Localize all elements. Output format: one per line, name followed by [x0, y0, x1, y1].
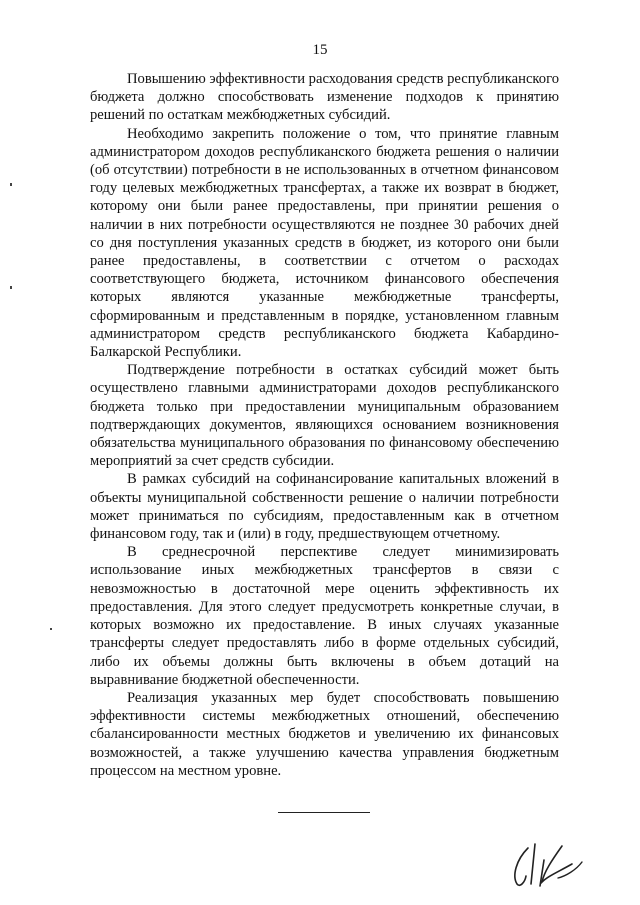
- paragraph-6: Реализация указанных мер будет способствовать повышению эффективности системы межбюджетных отношений, обеспечению сбалансированности местных бюджетов и увеличению их финансовых возможностей, а также улучшению качества управления бюджетным процессом на местном уровне.: [90, 689, 559, 779]
- paragraph-5: В среднесрочной перспективе следует минимизировать использование иных межбюджетных трансфертов в связи с невозможностью в достаточной мере оценить эффективность их предоставления. Для этого следует предусмотреть конкретные случаи, в которых возможно их предоставление. В иных случаях указанные трансферты следует предоставлять либо в форме отдельных субсидий, либо их объемы должны быть включены в объем дотаций на выравнивание бюджетной обеспеченности.: [90, 544, 559, 688]
- scan-speck: [10, 183, 12, 186]
- closing-divider: [278, 812, 370, 813]
- paragraph-2: Необходимо закрепить положение о том, что принятие главным администратором доходов республиканского бюджета решения о наличии (об отсутствии) потребности в не использованных в отчетном финансовом году целевых межбюджетных трансфертах, а также их возврат в бюджет, которому они были ранее предоставлены, при принятии решения о наличии в них потребности осуществляются не позднее 30 рабочих дней со дня поступления указанных средств в бюджет, из которого они были ранее предоставлены, в соответствии с отчетом о расходах соответствующего бюджета, источником финансового обеспечения которых являются указанные межбюджетные трансферты, сформированным и представленным в порядке, установленном главным администратором средств республиканского бюджета Кабардино-Балкарской Республики.: [90, 125, 559, 361]
- document-body: [90, 70, 559, 780]
- page-number: 15: [312, 42, 328, 58]
- handwritten-signature: [500, 832, 600, 892]
- scan-speck: [10, 286, 12, 289]
- paragraph-3: Подтверждение потребности в остатках субсидий может быть осуществлено главными администраторами доходов республиканского бюджета только при предоставлении муниципальным образованием подтверждающих документов, являющихся основанием возникновения обязательства муниципального образования по финансовому обеспечению мероприятий за счет средств субсидии.: [90, 362, 559, 470]
- scan-speck: [50, 628, 52, 630]
- paragraph-4: В рамках субсидий на софинансирование капитальных вложений в объекты муниципальной собственности решение о наличии потребности может приниматься по субсидиям, предоставленным как в отчетном финансовом году, так и (или) в году, предшествующем отчетному.: [90, 471, 559, 543]
- paragraph-1: Повышению эффективности расходования средств республиканского бюджета должно способствовать изменение подходов к принятию решений по остаткам межбюджетных субсидий.: [90, 71, 559, 124]
